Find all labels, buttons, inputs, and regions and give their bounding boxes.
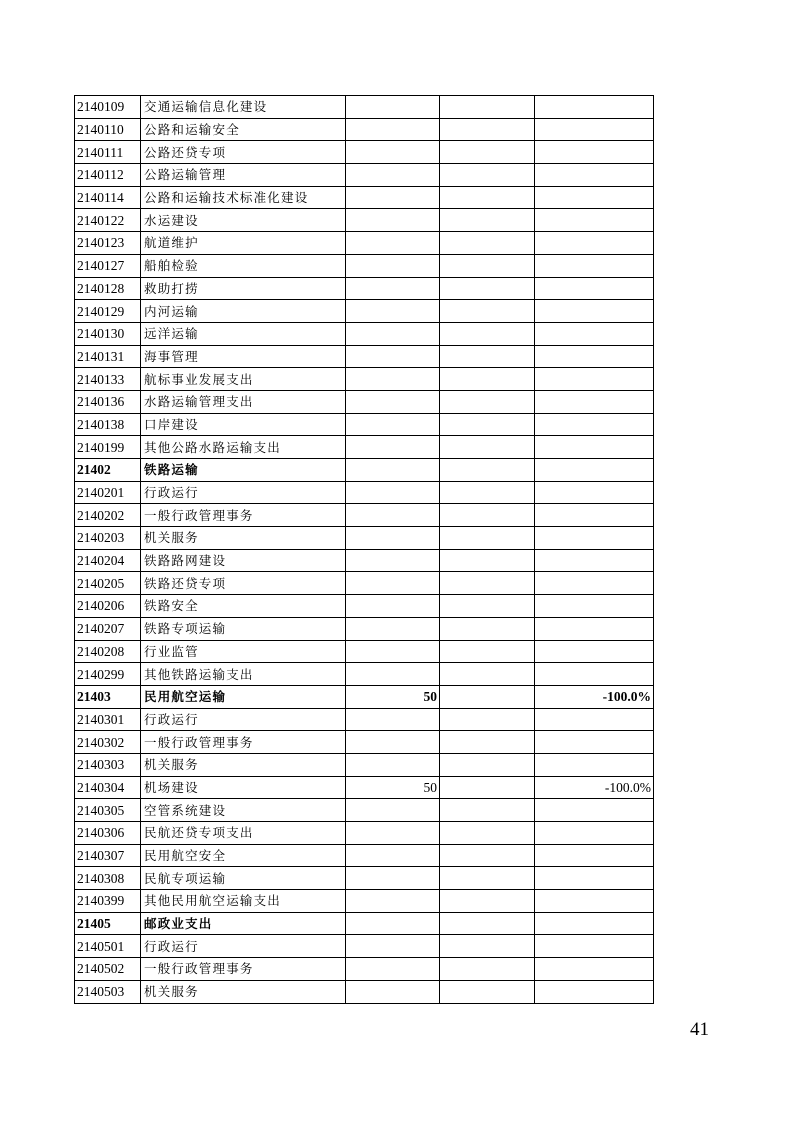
value-cell-1	[346, 164, 440, 187]
code-cell: 2140203	[75, 527, 141, 550]
name-cell: 铁路安全	[141, 595, 346, 618]
value-cell-3	[535, 322, 654, 345]
code-cell: 2140502	[75, 958, 141, 981]
value-cell-3	[535, 277, 654, 300]
value-cell-1	[346, 935, 440, 958]
value-cell-3	[535, 481, 654, 504]
value-cell-3	[535, 209, 654, 232]
code-cell: 2140208	[75, 640, 141, 663]
value-cell-2	[440, 844, 535, 867]
name-cell: 邮政业支出	[141, 912, 346, 935]
value-cell-3	[535, 844, 654, 867]
name-cell: 民航专项运输	[141, 867, 346, 890]
name-cell: 内河运输	[141, 300, 346, 323]
value-cell-3	[535, 254, 654, 277]
value-cell-1	[346, 459, 440, 482]
value-cell-2	[440, 572, 535, 595]
value-cell-2	[440, 504, 535, 527]
table-row	[75, 504, 654, 527]
value-cell-3	[535, 345, 654, 368]
table-row	[75, 640, 654, 663]
name-cell: 海事管理	[141, 345, 346, 368]
name-cell: 航道维护	[141, 232, 346, 255]
value-cell-1	[346, 96, 440, 119]
name-cell: 船舶检验	[141, 254, 346, 277]
value-cell-3	[535, 958, 654, 981]
value-cell-3	[535, 96, 654, 119]
code-cell: 2140130	[75, 322, 141, 345]
name-cell: 行政运行	[141, 935, 346, 958]
value-cell-2	[440, 776, 535, 799]
table-row	[75, 958, 654, 981]
value-cell-3	[535, 753, 654, 776]
value-cell-1	[346, 799, 440, 822]
name-cell: 民航还贷专项支出	[141, 822, 346, 845]
table-row	[75, 595, 654, 618]
value-cell-2	[440, 549, 535, 572]
table-row	[75, 867, 654, 890]
table-row	[75, 277, 654, 300]
table-row	[75, 436, 654, 459]
name-cell: 铁路专项运输	[141, 617, 346, 640]
name-cell: 一般行政管理事务	[141, 731, 346, 754]
value-cell-2	[440, 595, 535, 618]
code-cell: 2140207	[75, 617, 141, 640]
value-cell-3	[535, 912, 654, 935]
value-cell-1	[346, 549, 440, 572]
value-cell-3	[535, 890, 654, 913]
table-row	[75, 118, 654, 141]
value-cell-3	[535, 617, 654, 640]
code-cell: 21405	[75, 912, 141, 935]
code-cell: 2140201	[75, 481, 141, 504]
table-row	[75, 254, 654, 277]
value-cell-3	[535, 731, 654, 754]
value-cell-3	[535, 390, 654, 413]
table-row	[75, 731, 654, 754]
name-cell: 行政运行	[141, 708, 346, 731]
value-cell-3	[535, 232, 654, 255]
code-cell: 2140112	[75, 164, 141, 187]
value-cell-3	[535, 663, 654, 686]
value-cell-2	[440, 640, 535, 663]
table-row	[75, 617, 654, 640]
name-cell: 民用航空安全	[141, 844, 346, 867]
value-cell-1	[346, 822, 440, 845]
code-cell: 2140133	[75, 368, 141, 391]
code-cell: 2140128	[75, 277, 141, 300]
code-cell: 2140306	[75, 822, 141, 845]
value-cell-3	[535, 799, 654, 822]
value-cell-1	[346, 481, 440, 504]
value-cell-2	[440, 322, 535, 345]
table-row	[75, 527, 654, 550]
value-cell-3	[535, 549, 654, 572]
value-cell-1	[346, 663, 440, 686]
code-cell: 2140303	[75, 753, 141, 776]
value-cell-3	[535, 413, 654, 436]
code-cell: 2140131	[75, 345, 141, 368]
name-cell: 口岸建设	[141, 413, 346, 436]
name-cell: 水路运输管理支出	[141, 390, 346, 413]
table-row	[75, 912, 654, 935]
value-cell-1	[346, 141, 440, 164]
code-cell: 2140206	[75, 595, 141, 618]
value-cell-2	[440, 799, 535, 822]
value-cell-1	[346, 912, 440, 935]
value-cell-3	[535, 164, 654, 187]
name-cell: 铁路路网建设	[141, 549, 346, 572]
value-cell-3	[535, 118, 654, 141]
value-cell-3	[535, 867, 654, 890]
value-cell-1	[346, 390, 440, 413]
value-cell-2	[440, 277, 535, 300]
name-cell: 交通运输信息化建设	[141, 96, 346, 119]
value-cell-1: 50	[346, 685, 440, 708]
table-row	[75, 209, 654, 232]
value-cell-1	[346, 867, 440, 890]
table-row	[75, 186, 654, 209]
budget-table	[74, 95, 654, 1004]
code-cell: 2140114	[75, 186, 141, 209]
code-cell: 2140122	[75, 209, 141, 232]
name-cell: 其他铁路运输支出	[141, 663, 346, 686]
value-cell-1	[346, 322, 440, 345]
code-cell: 2140299	[75, 663, 141, 686]
value-cell-2	[440, 685, 535, 708]
table-row	[75, 708, 654, 731]
value-cell-3	[535, 935, 654, 958]
table-row	[75, 413, 654, 436]
code-cell: 2140501	[75, 935, 141, 958]
table-row	[75, 368, 654, 391]
table-row	[75, 345, 654, 368]
name-cell: 公路运输管理	[141, 164, 346, 187]
name-cell: 救助打捞	[141, 277, 346, 300]
value-cell-2	[440, 753, 535, 776]
value-cell-1	[346, 504, 440, 527]
value-cell-1	[346, 232, 440, 255]
value-cell-3	[535, 141, 654, 164]
value-cell-2	[440, 368, 535, 391]
name-cell: 铁路运输	[141, 459, 346, 482]
table-row	[75, 844, 654, 867]
value-cell-3	[535, 708, 654, 731]
code-cell: 21403	[75, 685, 141, 708]
name-cell: 公路和运输技术标准化建设	[141, 186, 346, 209]
value-cell-1	[346, 708, 440, 731]
value-cell-2	[440, 890, 535, 913]
value-cell-3: -100.0%	[535, 776, 654, 799]
value-cell-1	[346, 731, 440, 754]
code-cell: 2140110	[75, 118, 141, 141]
name-cell: 其他公路水路运输支出	[141, 436, 346, 459]
code-cell: 2140199	[75, 436, 141, 459]
value-cell-3	[535, 822, 654, 845]
table-row	[75, 663, 654, 686]
value-cell-2	[440, 118, 535, 141]
code-cell: 2140202	[75, 504, 141, 527]
name-cell: 一般行政管理事务	[141, 504, 346, 527]
table-row	[75, 164, 654, 187]
table-row	[75, 935, 654, 958]
name-cell: 行政运行	[141, 481, 346, 504]
value-cell-3	[535, 504, 654, 527]
value-cell-2	[440, 300, 535, 323]
value-cell-2	[440, 186, 535, 209]
table-row	[75, 300, 654, 323]
value-cell-3	[535, 436, 654, 459]
value-cell-1	[346, 118, 440, 141]
page-number: 41	[690, 1019, 709, 1040]
name-cell: 铁路还贷专项	[141, 572, 346, 595]
name-cell: 水运建设	[141, 209, 346, 232]
value-cell-2	[440, 822, 535, 845]
value-cell-2	[440, 663, 535, 686]
value-cell-1	[346, 640, 440, 663]
value-cell-2	[440, 481, 535, 504]
name-cell: 机关服务	[141, 980, 346, 1003]
name-cell: 机关服务	[141, 753, 346, 776]
table-row	[75, 459, 654, 482]
value-cell-2	[440, 867, 535, 890]
value-cell-2	[440, 96, 535, 119]
value-cell-1	[346, 345, 440, 368]
value-cell-2	[440, 164, 535, 187]
table-row	[75, 980, 654, 1003]
table-row	[75, 890, 654, 913]
value-cell-2	[440, 209, 535, 232]
value-cell-1	[346, 572, 440, 595]
name-cell: 民用航空运输	[141, 685, 346, 708]
name-cell: 航标事业发展支出	[141, 368, 346, 391]
name-cell: 机场建设	[141, 776, 346, 799]
value-cell-1	[346, 300, 440, 323]
code-cell: 2140111	[75, 141, 141, 164]
name-cell: 机关服务	[141, 527, 346, 550]
code-cell: 2140205	[75, 572, 141, 595]
table-row	[75, 390, 654, 413]
table-row	[75, 96, 654, 119]
code-cell: 2140129	[75, 300, 141, 323]
value-cell-2	[440, 459, 535, 482]
value-cell-3: -100.0%	[535, 685, 654, 708]
value-cell-2	[440, 390, 535, 413]
value-cell-3	[535, 640, 654, 663]
value-cell-1	[346, 413, 440, 436]
name-cell: 远洋运输	[141, 322, 346, 345]
code-cell: 2140109	[75, 96, 141, 119]
value-cell-3	[535, 595, 654, 618]
value-cell-1	[346, 595, 440, 618]
value-cell-2	[440, 345, 535, 368]
table-row	[75, 549, 654, 572]
code-cell: 2140204	[75, 549, 141, 572]
code-cell: 2140399	[75, 890, 141, 913]
value-cell-3	[535, 459, 654, 482]
value-cell-1	[346, 753, 440, 776]
code-cell: 2140301	[75, 708, 141, 731]
value-cell-2	[440, 958, 535, 981]
table-row	[75, 776, 654, 799]
value-cell-1	[346, 958, 440, 981]
code-cell: 2140123	[75, 232, 141, 255]
table-row	[75, 322, 654, 345]
value-cell-1	[346, 368, 440, 391]
name-cell: 空管系统建设	[141, 799, 346, 822]
code-cell: 2140307	[75, 844, 141, 867]
value-cell-1	[346, 209, 440, 232]
value-cell-1	[346, 277, 440, 300]
value-cell-1	[346, 890, 440, 913]
code-cell: 2140138	[75, 413, 141, 436]
value-cell-2	[440, 527, 535, 550]
name-cell: 行业监管	[141, 640, 346, 663]
code-cell: 2140302	[75, 731, 141, 754]
value-cell-3	[535, 572, 654, 595]
code-cell: 2140305	[75, 799, 141, 822]
table-row	[75, 799, 654, 822]
table-row	[75, 685, 654, 708]
value-cell-1	[346, 980, 440, 1003]
code-cell: 2140503	[75, 980, 141, 1003]
code-cell: 21402	[75, 459, 141, 482]
budget-table-body	[75, 96, 654, 1004]
value-cell-1	[346, 844, 440, 867]
value-cell-1	[346, 617, 440, 640]
value-cell-2	[440, 708, 535, 731]
value-cell-3	[535, 980, 654, 1003]
code-cell: 2140127	[75, 254, 141, 277]
value-cell-1	[346, 436, 440, 459]
value-cell-3	[535, 527, 654, 550]
value-cell-2	[440, 413, 535, 436]
table-row	[75, 572, 654, 595]
value-cell-2	[440, 980, 535, 1003]
name-cell: 其他民用航空运输支出	[141, 890, 346, 913]
table-row	[75, 141, 654, 164]
value-cell-3	[535, 300, 654, 323]
table-row	[75, 232, 654, 255]
value-cell-1	[346, 186, 440, 209]
value-cell-2	[440, 935, 535, 958]
value-cell-1	[346, 527, 440, 550]
code-cell: 2140304	[75, 776, 141, 799]
name-cell: 公路还贷专项	[141, 141, 346, 164]
value-cell-2	[440, 617, 535, 640]
value-cell-3	[535, 186, 654, 209]
value-cell-1	[346, 254, 440, 277]
table-row	[75, 753, 654, 776]
value-cell-2	[440, 254, 535, 277]
table-row	[75, 481, 654, 504]
value-cell-2	[440, 912, 535, 935]
value-cell-2	[440, 436, 535, 459]
value-cell-3	[535, 368, 654, 391]
name-cell: 公路和运输安全	[141, 118, 346, 141]
value-cell-2	[440, 731, 535, 754]
table-row	[75, 822, 654, 845]
code-cell: 2140136	[75, 390, 141, 413]
code-cell: 2140308	[75, 867, 141, 890]
value-cell-2	[440, 232, 535, 255]
value-cell-2	[440, 141, 535, 164]
value-cell-1: 50	[346, 776, 440, 799]
name-cell: 一般行政管理事务	[141, 958, 346, 981]
